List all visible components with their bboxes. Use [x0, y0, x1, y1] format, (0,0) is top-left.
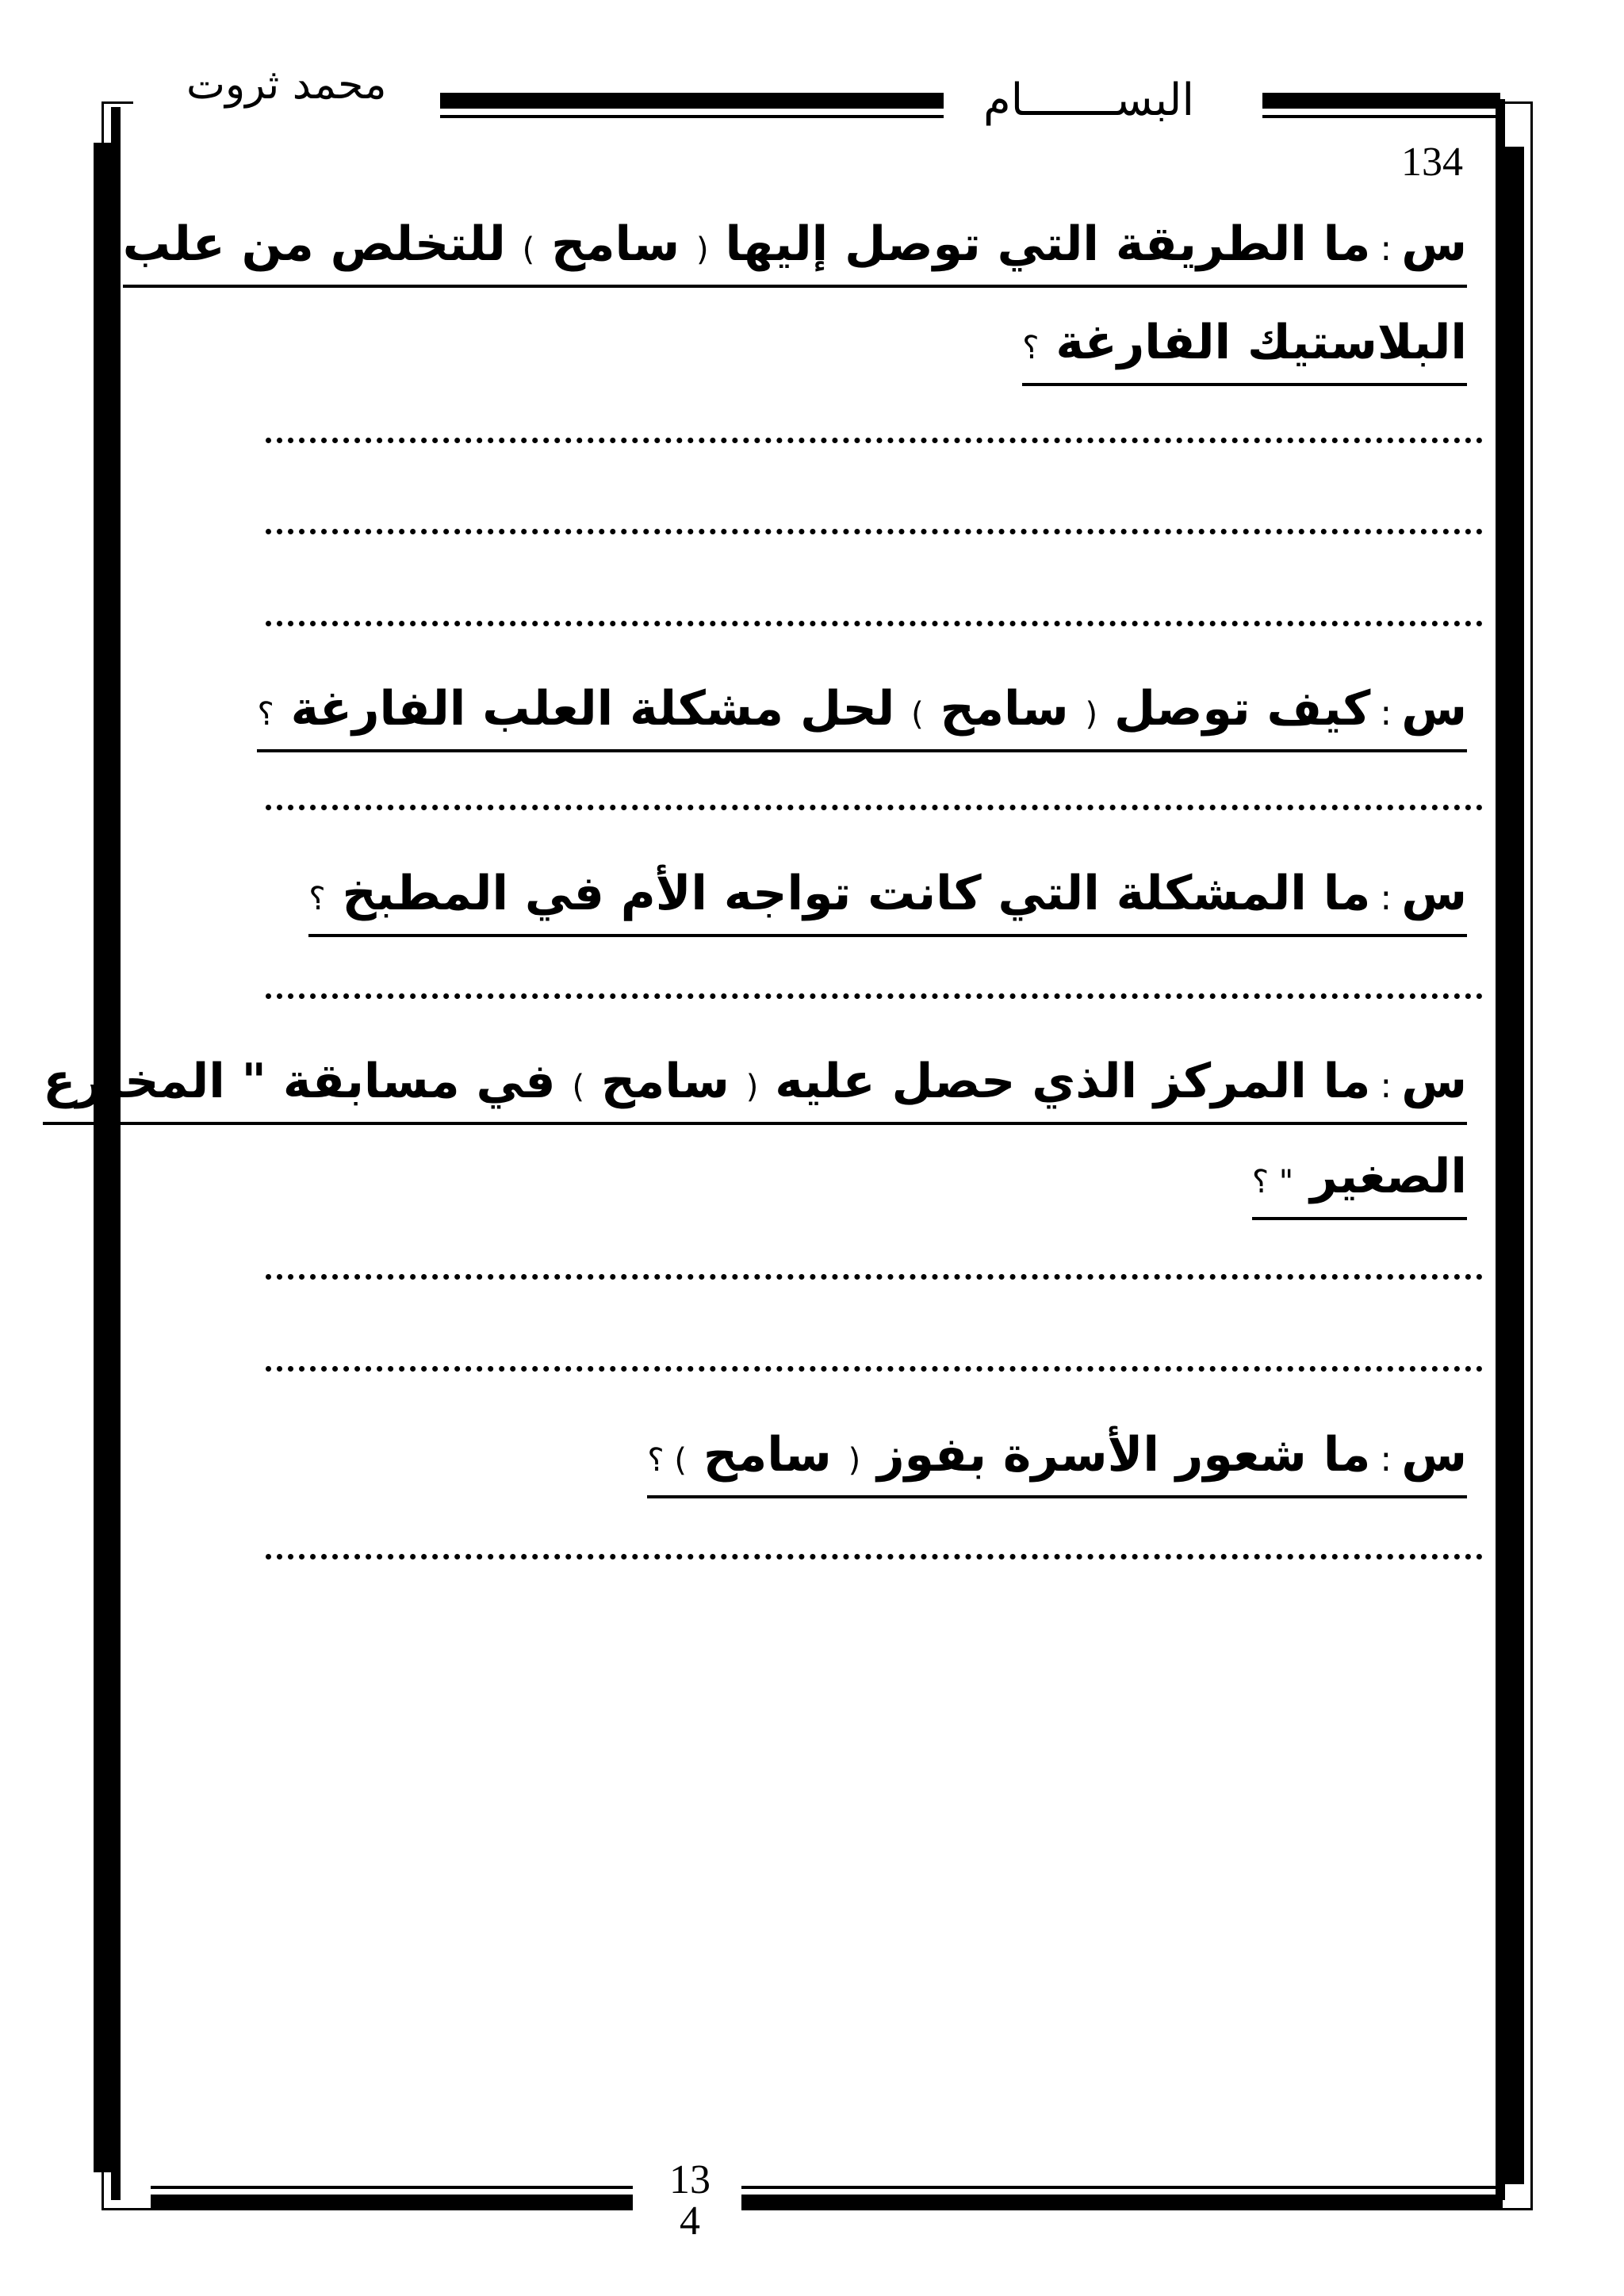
- question-2-text-a: كيف توصل: [1097, 681, 1371, 737]
- question-2-line-1: [257, 677, 1467, 752]
- question-marker: س: [1401, 1427, 1467, 1483]
- frame-bottom-corner-left: [102, 2208, 151, 2210]
- frame-top-corner-right: [1500, 101, 1533, 104]
- frame-bottom-left-bar: [151, 2195, 633, 2210]
- answer-line-3[interactable]: [266, 993, 1483, 999]
- question-4-end: " ؟: [1251, 1164, 1294, 1200]
- question-marker: س: [1401, 866, 1467, 921]
- question-1-line-1: [123, 212, 1467, 288]
- frame-top-corner-left: [102, 101, 133, 104]
- question-5-end: ؟: [647, 1442, 675, 1479]
- question-marker: س: [1401, 216, 1467, 272]
- question-1-end: ؟: [1022, 330, 1040, 366]
- question-marker: س: [1401, 1054, 1467, 1109]
- open-paren: (: [695, 232, 709, 268]
- answer-line-4b[interactable]: [266, 1366, 1483, 1372]
- question-4-text-a: ما المركز الذي حصل عليه: [758, 1054, 1371, 1109]
- open-paren: (: [745, 1069, 759, 1105]
- question-1-text-a: ما الطريقة التي توصل إليها: [708, 216, 1371, 272]
- frame-bottom-corner-right: [1503, 2208, 1533, 2210]
- question-4-text-b: في مسابقة " المخترع: [43, 1054, 573, 1109]
- frame-right-thin: [1530, 101, 1533, 2210]
- question-colon: :: [1380, 878, 1392, 918]
- answer-line-5[interactable]: [266, 1554, 1483, 1559]
- answer-line-1c[interactable]: [266, 621, 1483, 626]
- frame-left-thin: [102, 101, 104, 2210]
- question-3-end: ؟: [308, 881, 326, 917]
- question-4-line-1: [43, 1050, 1467, 1125]
- close-paren: ): [674, 1442, 687, 1479]
- frame-top-right-thin: [1262, 115, 1500, 118]
- answer-line-1b[interactable]: [266, 529, 1483, 534]
- frame-bottom-right-bar: [741, 2195, 1503, 2210]
- question-5-line-1: [647, 1423, 1467, 1498]
- frame-top-right-bar: [1262, 93, 1500, 109]
- question-2-name: سامح: [923, 681, 1086, 737]
- question-1-line-2: [1022, 311, 1467, 386]
- close-paren: ): [522, 232, 535, 268]
- question-marker: س: [1401, 681, 1467, 737]
- frame-top-left-bar: [440, 93, 944, 109]
- close-paren: ): [572, 1069, 585, 1105]
- question-colon: :: [1380, 1066, 1392, 1106]
- question-colon: :: [1380, 228, 1392, 269]
- question-2-end: ؟: [257, 696, 274, 733]
- open-paren: (: [1085, 696, 1098, 733]
- question-1-line-2-text: البلاستيك الفارغة: [1039, 315, 1467, 370]
- answer-line-2[interactable]: [266, 805, 1483, 810]
- answer-line-1a[interactable]: [266, 438, 1483, 443]
- page-number-top: 134: [1401, 140, 1463, 185]
- open-paren: (: [848, 1442, 861, 1479]
- question-4-name: سامح: [584, 1054, 746, 1109]
- question-5-name: سامح: [686, 1427, 848, 1483]
- question-4-line-2-text: الصغير: [1293, 1149, 1467, 1204]
- author-name: محمد ثروت: [186, 61, 387, 109]
- book-title: البســـــــام: [983, 75, 1195, 126]
- question-colon: :: [1380, 1439, 1392, 1479]
- question-4-line-2: [1252, 1145, 1467, 1220]
- frame-bottom-left-thin: [151, 2186, 633, 2189]
- question-5-text-a: ما شعور الأسرة بفوز: [860, 1427, 1371, 1483]
- question-3-text-a: ما المشكلة التي كانت تواجه الأم في المطبخ: [325, 866, 1371, 921]
- frame-right-outer: [1496, 99, 1505, 2200]
- question-1-name: سامح: [534, 216, 696, 272]
- question-2-text-b: لحل مشكلة العلب الفارغة: [274, 681, 912, 737]
- question-colon: :: [1380, 693, 1392, 733]
- frame-bottom-right-thin: [741, 2186, 1503, 2189]
- frame-right-inner: [1505, 147, 1524, 2184]
- question-1-text-b: للتخلص من علب: [122, 216, 523, 272]
- close-paren: ): [911, 696, 924, 733]
- page-number-bottom: 13 4: [669, 2157, 710, 2244]
- frame-top-left-thin: [440, 115, 944, 118]
- answer-line-4a[interactable]: [266, 1274, 1483, 1280]
- question-3-line-1: [308, 862, 1467, 937]
